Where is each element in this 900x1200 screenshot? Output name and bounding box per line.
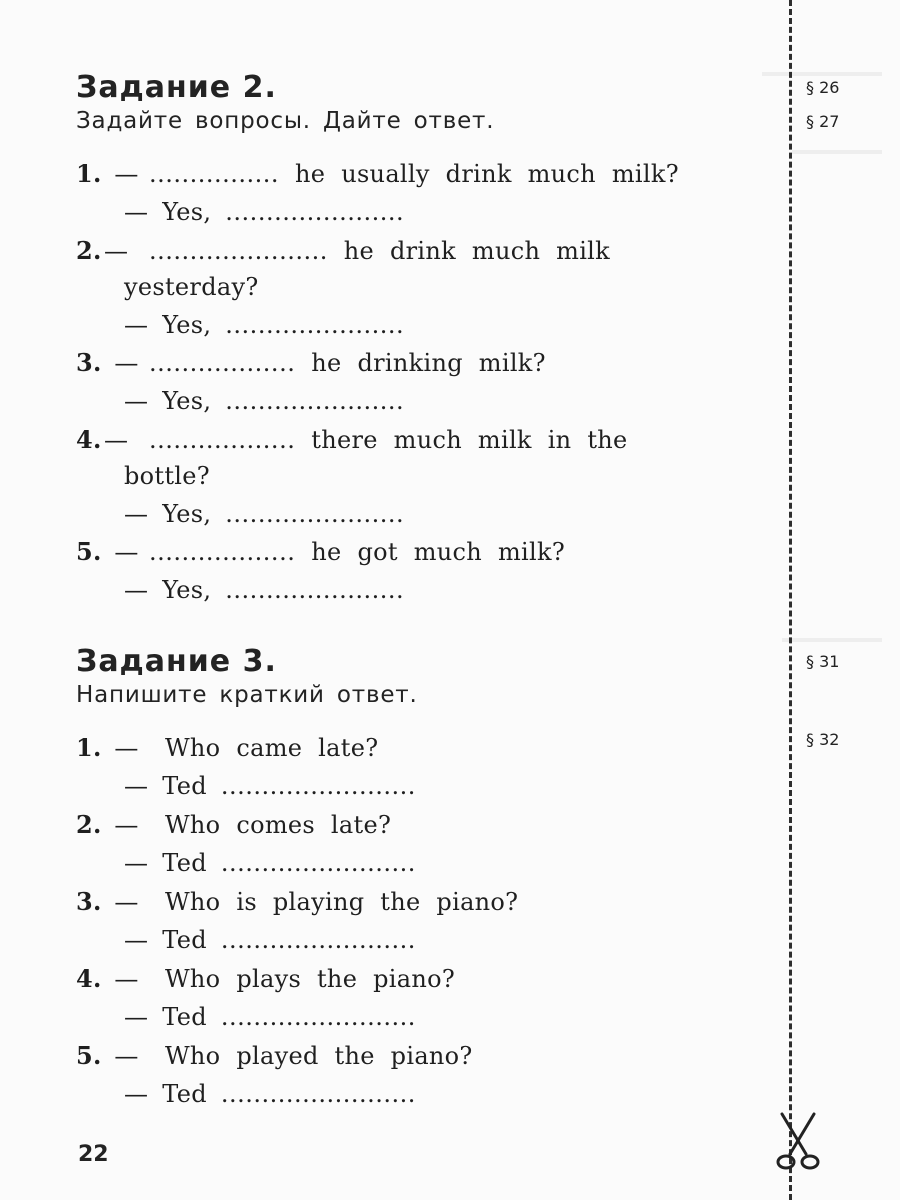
scissors-icon [770,1110,826,1174]
dash: — [104,426,129,454]
dash: — [124,849,149,877]
task3-answer-2 [124,844,416,882]
question-text: he drinking milk? [311,349,546,377]
task3-question-2 [76,806,781,844]
answer-blank[interactable]: ...................... [225,198,405,226]
task2-answer-5 [124,571,404,609]
task3-title: Задание 3. [76,644,277,679]
answer-blank[interactable]: .................. [149,349,296,377]
task3-answer-4 [124,998,416,1036]
dash: — [124,198,149,226]
bleed-through-mark [792,150,882,154]
task3-question-1 [76,729,781,767]
task3-answer-3 [124,921,416,959]
answer-blank[interactable]: .................. [149,538,296,566]
bleed-through-mark [762,72,882,76]
dash: — [124,926,149,954]
answer-word: Yes, [162,500,212,528]
answer-blank[interactable]: ........................ [220,926,416,954]
question-number: 4. [76,964,102,993]
answer-blank[interactable]: ........................ [220,1080,416,1108]
answer-blank[interactable]: .................. [149,426,296,454]
task2-answer-4 [124,495,404,533]
answer-word: Ted [162,926,207,954]
dash: — [114,734,139,762]
answer-word: Ted [162,849,207,877]
task3-paragraph-ref: § 31 [806,652,840,671]
task2-paragraph-ref: § 27 [806,112,840,131]
question-number: 1. [76,733,102,762]
task2-question-1 [76,155,781,193]
dash: — [124,576,149,604]
answer-word: Yes, [162,311,212,339]
dash: — [124,1003,149,1031]
task2-answer-2 [124,306,404,344]
question-text: Who comes late? [164,811,392,839]
task3-question-4 [76,960,781,998]
dash: — [124,387,149,415]
task3-question-3 [76,883,781,921]
answer-word: Ted [162,1003,207,1031]
task2-question-5 [76,533,781,571]
answer-word: Ted [162,1080,207,1108]
question-text: he got much milk? [311,538,566,566]
dash: — [104,237,129,265]
dash: — [124,1080,149,1108]
question-number: 3. [76,348,102,377]
answer-word: Yes, [162,198,212,226]
question-number: 4. [76,425,102,454]
task3-instruction: Напишите краткий ответ. [76,682,418,708]
dash: — [114,888,139,916]
question-text: Who is playing the piano? [164,888,519,916]
task2-question-3 [76,344,781,382]
task2-answer-3 [124,382,404,420]
question-number: 2. [76,810,102,839]
task3-answer-1 [124,767,416,805]
task2-answer-1 [124,193,404,231]
question-text: Who plays the piano? [164,965,456,993]
answer-blank[interactable]: ...................... [225,387,405,415]
question-number: 5. [76,1041,102,1070]
answer-blank[interactable]: ...................... [225,576,405,604]
question-text: Who played the piano? [164,1042,473,1070]
answer-word: Yes, [162,387,212,415]
task2-question-2 [76,232,781,270]
question-text: there much milk in the [311,426,628,454]
task3-paragraph-ref: § 32 [806,730,840,749]
question-number: 1. [76,159,102,188]
question-number: 2. [76,236,102,265]
question-text: he usually drink much milk? [295,160,679,188]
task2-title: Задание 2. [76,70,277,105]
question-text: Who came late? [164,734,379,762]
question-text: he drink much milk [343,237,611,265]
answer-blank[interactable]: ........................ [220,772,416,800]
answer-blank[interactable]: ................ [149,160,280,188]
bleed-through-mark [782,638,882,642]
question-number: 5. [76,537,102,566]
answer-blank[interactable]: ...................... [149,237,328,265]
dash: — [124,500,149,528]
answer-blank[interactable]: ........................ [220,849,416,877]
answer-blank[interactable]: ...................... [225,500,405,528]
dash: — [114,160,139,188]
task3-answer-5 [124,1075,416,1113]
task2-question-4 [76,421,781,459]
page-number: 22 [78,1142,109,1167]
dash: — [114,1042,139,1070]
task2-paragraph-ref: § 26 [806,78,840,97]
dash: — [124,311,149,339]
task3-question-5 [76,1037,781,1075]
cut-line [789,0,792,1200]
dash: — [114,811,139,839]
task2-instruction: Задайте вопросы. Дайте ответ. [76,108,495,134]
task2-question-2-continued: yesterday? [124,273,259,301]
answer-blank[interactable]: ........................ [220,1003,416,1031]
question-number: 3. [76,887,102,916]
dash: — [124,772,149,800]
answer-blank[interactable]: ...................... [225,311,405,339]
answer-word: Yes, [162,576,212,604]
dash: — [114,965,139,993]
task2-question-4-continued: bottle? [124,462,210,490]
answer-word: Ted [162,772,207,800]
dash: — [114,349,139,377]
dash: — [114,538,139,566]
